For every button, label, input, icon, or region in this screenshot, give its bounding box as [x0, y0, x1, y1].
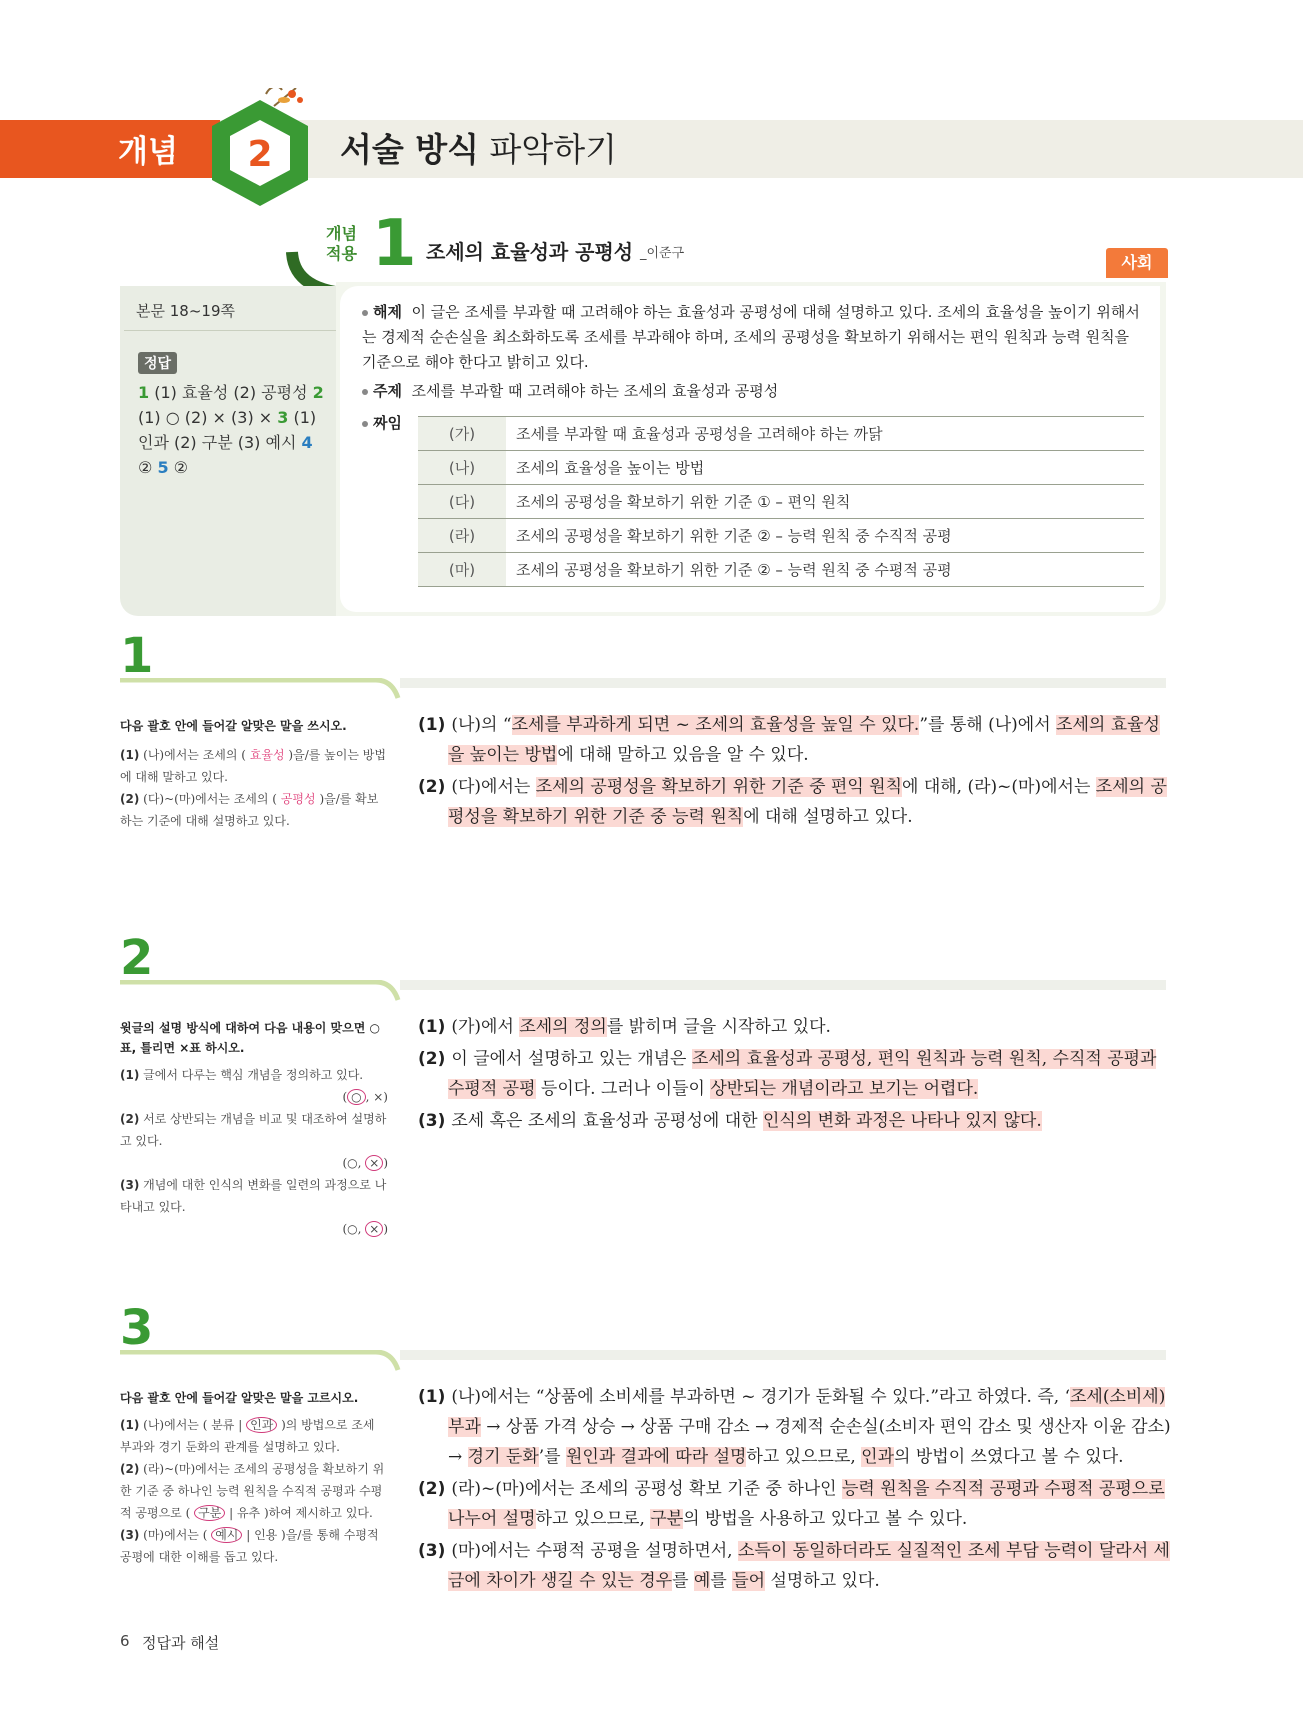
question-items: (1) 글에서 다루는 핵심 개념을 정의하고 있다. ( ○ , ×) (2) 서로 상반되는 개념을 비교 및 대조하여 설명하고 있다. (○, × ) (3) 개념에 대한 인식의 변화를 일련의 과정으로 나타내고 있다. (○, × ) [120, 1064, 388, 1240]
table-row: (라) 조세의 공평성을 확보하기 위한 기준 ② – 능력 원칙 중 수직적 공평 [418, 519, 1144, 553]
table-row: (가) 조세를 부과할 때 효율성과 공평성을 고려해야 하는 까닭 [418, 417, 1144, 451]
question-number: 1 [120, 628, 154, 684]
apply-label: 개념 적용 [326, 224, 357, 263]
question-prompt: 윗글의 설명 방식에 대하여 다음 내용이 맞으면 ○표, 틀리면 ×표 하시오. [120, 1021, 380, 1055]
question-items: (1) (나)에서는 ( 분류 | 인과 )의 방법으로 조세 부과와 경기 둔화의 관계를 설명하고 있다. (2) (라)~(마)에서는 조세의 공평성을 확보하기 위한 기준 중 하나인 능력 원칙을 수직적 공평과 수평적 공평으로 ( 구분 | 유추 )하여 제시하고 있다. (3) (마)에서는 ( 예시 | 인용 )을/를 통해 수평적 공평에 대한 이해를 돕고 있다. [120, 1418, 385, 1564]
page-number: 6 [120, 1632, 130, 1650]
explanation-3: (1) (나)에서는 “상품에 소비세를 부과하면 ~ 경기가 둔화될 수 있다.”라고 하였다. 즉, ‘조세(소비세) 부과 → 상품 가격 상승 → 상품 구매 감소 → 경제적 순손실(소비자 편익 감소 및 생산자 이윤 감소) → 경기 둔화’를 원인과 결과에 따라 설명하고 있으므로, 인과의 방법이 쓰였다고 볼 수 있다. (2) (라)~(마)에서는 조세의 공평성 확보 기준 중 하나인 능력 원칙을 수직적 공평과 수평적 공평으로 나누어 설명하고 있으므로, 구분의 방법을 사용하고 있다고 볼 수 있다. (3) (마)에서는 수평적 공평을 설명하면서, 소득이 동일하더라도 실질적인 조세 부담 능력이 달라서 세금에 차이가 생길 수 있는 경우를 예를 들어 설명하고 있다. [418, 1387, 1171, 1591]
question-items: (1) (나)에서는 조세의 ( 효율성 )을/를 높이는 방법에 대해 말하고 있다. (2) (다)~(마)에서는 조세의 ( 공평성 )을/를 확보하는 기준에 대해 설명하고 있다. [120, 748, 386, 828]
concept-label: 개념 [118, 134, 178, 170]
subject-badge: 사회 [1106, 248, 1168, 278]
question-number: 2 [120, 930, 154, 986]
jjaim-row: 짜임 [362, 412, 402, 433]
reading-author: _이준구 [640, 246, 685, 261]
ox-choice: (○, × ) [342, 1222, 388, 1236]
question-rule [120, 980, 1166, 1004]
question-prompt: 다음 괄호 안에 들어갈 알맞은 말을 고르시오. [120, 1391, 359, 1405]
ox-choice: ( ○ , ×) [342, 1090, 388, 1104]
bullet-icon [362, 421, 368, 427]
answer-key: 1 (1) 효율성 (2) 공평성 2 (1) ○ (2) × (3) × 3 (1) 인과 (2) 구분 (3) 예시 4 ② 5 ② [138, 383, 324, 477]
reading-title: 조세의 효율성과 공평성 [426, 240, 634, 264]
apply-number: 1 [372, 207, 417, 281]
divider [124, 330, 336, 331]
explanation-2: (1) (가)에서 조세의 정의를 밝히며 글을 시작하고 있다. (2) 이 글에서 설명하고 있는 개념은 조세의 효율성과 공평성, 편익 원칙과 능력 원칙, 수직적 공평과 수평적 공평 등이다. 그러나 이들이 상반되는 개념이라고 보기는 어렵다. (3) 조세 혹은 조세의 효율성과 공평성에 대한 인식의 변화 과정은 나타나 있지 않다. [418, 1017, 1157, 1131]
table-row: (다) 조세의 공평성을 확보하기 위한 기준 ① – 편익 원칙 [418, 485, 1144, 519]
question-rule [120, 1350, 1166, 1374]
bullet-icon [362, 310, 368, 316]
answer-tag: 정답 [138, 352, 177, 374]
concept-number: 2 [247, 134, 273, 175]
concept-tab [0, 120, 220, 178]
table-row: (마) 조세의 공평성을 확보하기 위한 기준 ② – 능력 원칙 중 수평적 공평 [418, 553, 1144, 587]
ox-choice: (○, × ) [342, 1156, 388, 1170]
juje-row: 주제 조세를 부과할 때 고려해야 하는 조세의 효율성과 공평성 [362, 380, 778, 401]
sprig-icon [274, 88, 303, 106]
question-number: 3 [120, 1300, 154, 1356]
question-rule [120, 678, 1166, 702]
explanation-1: (1) (나)의 “조세를 부과하게 되면 ~ 조세의 효율성을 높일 수 있다.”를 통해 (나)에서 조세의 효율성을 높이는 방법에 대해 말하고 있음을 알 수 있다. (2) (다)에서는 조세의 공평성을 확보하기 위한 기준 중 편익 원칙에 대해, (라)~(마)에서는 조세의 공평성을 확보하기 위한 기준 중 능력 원칙에 대해 설명하고 있다. [418, 715, 1167, 827]
structure-table [418, 416, 1144, 587]
bullet-icon [362, 389, 368, 395]
haeje-row: 해제 이 글은 조세를 부과할 때 고려해야 하는 효율성과 공평성에 대해 설명하고 있다. 조세의 효율성을 높이기 위해서는 경제적 순손실을 최소화하도록 조세를 부과해야 하며, 조세의 공평성을 확보하기 위해서는 편익 원칙과 능력 원칙을 기준으로 해야 한다고 밝히고 있다. [362, 303, 1140, 371]
footer-text: 정답과 해설 [142, 1634, 220, 1652]
question-prompt: 다음 괄호 안에 들어갈 알맞은 말을 쓰시오. [120, 719, 347, 733]
table-row: (나) 조세의 효율성을 높이는 방법 [418, 451, 1144, 485]
chapter-title: 서술 방식 파악하기 [340, 130, 618, 169]
page-reference: 본문 18~19쪽 [136, 302, 235, 320]
concept-number-badge [204, 88, 316, 208]
